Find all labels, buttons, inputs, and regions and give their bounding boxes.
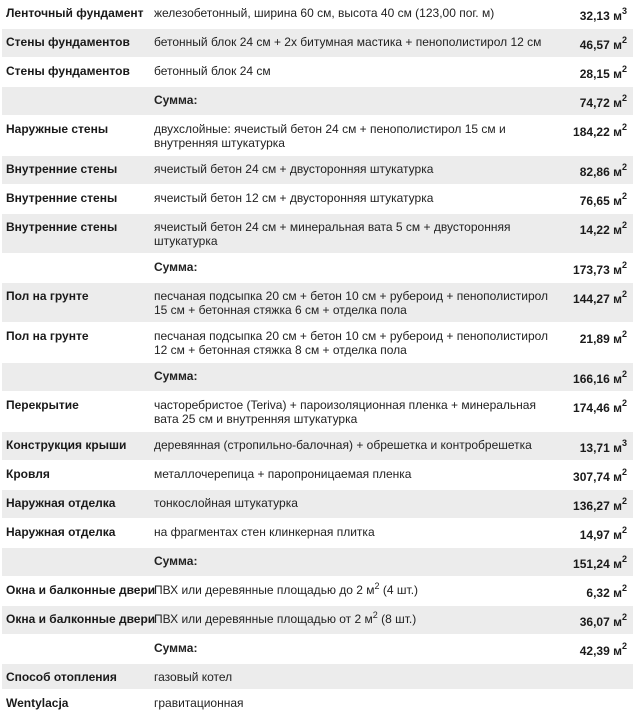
- element-description: [150, 0, 560, 29]
- element-name: [2, 635, 150, 664]
- element-name: Окна и балконные двери: [6, 612, 156, 626]
- description-text: песчаная подсыпка 20 см + бетон 10 см + рубероид + пенополистирол 15 см + бетонная стяжка 6 см + отделка пола: [154, 289, 549, 317]
- unit-exponent: 2: [621, 220, 627, 230]
- value-unit: м: [613, 67, 622, 81]
- unit-exponent: 2: [621, 122, 627, 132]
- unit-exponent: 2: [621, 641, 627, 651]
- value-number: 13,71: [579, 441, 610, 455]
- value-number: 174,46: [573, 401, 610, 415]
- sum-value: [560, 87, 633, 116]
- area-value: [560, 461, 633, 490]
- description-text: железобетонный, ширина 60 см, высота 40 см (123,00 пог. м): [154, 6, 495, 20]
- sum-label: [150, 635, 560, 664]
- sum-row: [2, 363, 633, 392]
- element-description: [150, 58, 560, 87]
- table-row: [2, 461, 633, 490]
- sum-value: [560, 363, 633, 392]
- unit-exponent: 2: [621, 525, 627, 535]
- table-row: [2, 214, 633, 254]
- unit-exponent: 2: [621, 35, 627, 45]
- element-description: [150, 116, 560, 156]
- area-value: [560, 519, 633, 548]
- element-description: [150, 664, 560, 690]
- value-unit: м: [613, 499, 622, 513]
- element-description: [150, 432, 560, 461]
- element-name: Способ отопления: [6, 670, 117, 684]
- table-row: [2, 323, 633, 363]
- description-text: ячеистый бетон 24 см + минеральная вата 5 см + двусторонняя штукатурка: [154, 220, 511, 248]
- area-value: [560, 185, 633, 214]
- unit-exponent: 2: [621, 554, 627, 564]
- area-value: [560, 156, 633, 185]
- area-value: [560, 214, 633, 254]
- value-unit: м: [613, 9, 622, 23]
- description-text: песчаная подсыпка 20 см + бетон 10 см + рубероид + пенополистирол 12 см + бетонная стяжка 8 см + отделка пола: [154, 329, 549, 357]
- area-value: [560, 577, 633, 606]
- area-value: [560, 392, 633, 432]
- value-number: 42,39: [579, 644, 610, 658]
- element-name: [2, 363, 150, 392]
- element-name: Пол на грунте: [6, 289, 89, 303]
- sum-value: [560, 548, 633, 577]
- value-number: 21,89: [579, 332, 610, 346]
- element-name: Стены фундаментов: [6, 35, 130, 49]
- value-number: 32,13: [579, 9, 610, 23]
- description-text: Сумма:: [154, 554, 198, 568]
- description-text: гравитационная: [154, 696, 244, 710]
- value-number: 6,32: [586, 586, 610, 600]
- materials-table: [2, 0, 633, 716]
- description-tail: (8 шт.): [377, 612, 417, 626]
- value-unit: м: [613, 470, 622, 484]
- sum-row: [2, 548, 633, 577]
- description-tail: (4 шт.): [379, 583, 419, 597]
- element-name: Внутренние стены: [6, 220, 118, 234]
- element-description: [150, 606, 560, 635]
- element-description: [150, 283, 560, 323]
- value-number: 151,24: [573, 557, 610, 571]
- value-number: 74,72: [579, 96, 610, 110]
- area-value: [560, 323, 633, 363]
- table-row: [2, 664, 633, 690]
- table-row: [2, 490, 633, 519]
- unit-exponent: 2: [621, 260, 627, 270]
- sum-row: [2, 254, 633, 283]
- value-unit: м: [613, 194, 622, 208]
- sum-label: [150, 87, 560, 116]
- value-unit: м: [613, 615, 622, 629]
- area-value: [560, 690, 633, 716]
- description-text: ПВХ или деревянные площадью от 2 м: [154, 612, 373, 626]
- element-name: [2, 254, 150, 283]
- value-unit: м: [613, 165, 622, 179]
- description-exponent: 2: [374, 581, 380, 591]
- table-row: [2, 690, 633, 716]
- element-name: Ленточный фундамент: [6, 6, 144, 20]
- area-value: [560, 606, 633, 635]
- value-number: 82,86: [579, 165, 610, 179]
- value-number: 14,22: [579, 223, 610, 237]
- element-name: Наружная отделка: [6, 525, 116, 539]
- table-row: [2, 283, 633, 323]
- value-unit: м: [613, 644, 622, 658]
- value-unit: м: [613, 38, 622, 52]
- area-value: [560, 58, 633, 87]
- value-number: 144,27: [573, 292, 610, 306]
- unit-exponent: 2: [621, 329, 627, 339]
- value-number: 14,97: [579, 528, 610, 542]
- description-text: двухслойные: ячеистый бетон 24 см + пенополистирол 15 см и внутренняя штукатурка: [154, 122, 506, 150]
- sum-label: [150, 363, 560, 392]
- table-row: [2, 606, 633, 635]
- unit-exponent: 2: [621, 467, 627, 477]
- value-unit: м: [613, 401, 622, 415]
- sum-label: [150, 254, 560, 283]
- description-text: ячеистый бетон 24 см + двусторонняя штукатурка: [154, 162, 434, 176]
- sum-value: [560, 254, 633, 283]
- description-exponent: 2: [372, 610, 378, 620]
- description-text: Сумма:: [154, 260, 198, 274]
- table-row: [2, 432, 633, 461]
- description-text: Сумма:: [154, 93, 198, 107]
- element-name: Наружные стены: [6, 122, 109, 136]
- element-name: Окна и балконные двери: [6, 583, 156, 597]
- unit-exponent: 3: [621, 438, 627, 448]
- element-name: Перекрытие: [6, 398, 79, 412]
- table-row: [2, 519, 633, 548]
- value-unit: м: [613, 96, 622, 110]
- area-value: [560, 116, 633, 156]
- element-description: [150, 185, 560, 214]
- table-row: [2, 392, 633, 432]
- value-unit: м: [613, 586, 622, 600]
- value-unit: м: [613, 528, 622, 542]
- table-row: [2, 116, 633, 156]
- element-name: [2, 548, 150, 577]
- value-number: 136,27: [573, 499, 610, 513]
- unit-exponent: 2: [621, 64, 627, 74]
- value-number: 173,73: [573, 263, 610, 277]
- unit-exponent: 2: [621, 191, 627, 201]
- materials-table-body: [2, 0, 633, 716]
- description-text: ячеистый бетон 12 см + двусторонняя штукатурка: [154, 191, 434, 205]
- value-unit: м: [613, 557, 622, 571]
- value-number: 184,22: [573, 125, 610, 139]
- description-text: газовый котел: [154, 670, 233, 684]
- value-number: 307,74: [573, 470, 610, 484]
- table-row: [2, 577, 633, 606]
- value-number: 36,07: [579, 615, 610, 629]
- value-number: 46,57: [579, 38, 610, 52]
- description-text: тонкослойная штукатурка: [154, 496, 298, 510]
- unit-exponent: 2: [621, 369, 627, 379]
- element-name: Пол на грунте: [6, 329, 89, 343]
- unit-exponent: 2: [621, 289, 627, 299]
- element-description: [150, 519, 560, 548]
- unit-exponent: 2: [621, 93, 627, 103]
- unit-exponent: 3: [621, 6, 627, 16]
- element-description: [150, 156, 560, 185]
- element-name: Кровля: [6, 467, 50, 481]
- description-text: бетонный блок 24 см + 2х битумная мастика + пенополистирол 12 см: [154, 35, 542, 49]
- value-number: 76,65: [579, 194, 610, 208]
- value-number: 166,16: [573, 372, 610, 386]
- element-name: Стены фундаментов: [6, 64, 130, 78]
- element-description: [150, 461, 560, 490]
- value-unit: м: [613, 332, 622, 346]
- element-name: Wentylacja: [6, 696, 69, 710]
- description-text: деревянная (стропильно-балочная) + обрешетка и контробрешетка: [154, 438, 532, 452]
- element-description: [150, 690, 560, 716]
- value-number: 28,15: [579, 67, 610, 81]
- table-row: [2, 58, 633, 87]
- area-value: [560, 490, 633, 519]
- area-value: [560, 283, 633, 323]
- description-text: Сумма:: [154, 641, 198, 655]
- table-row: [2, 156, 633, 185]
- area-value: [560, 0, 633, 29]
- unit-exponent: 2: [621, 398, 627, 408]
- element-description: [150, 29, 560, 58]
- description-text: на фрагментах стен клинкерная плитка: [154, 525, 375, 539]
- area-value: [560, 432, 633, 461]
- element-name: Внутренние стены: [6, 191, 118, 205]
- sum-row: [2, 87, 633, 116]
- table-row: [2, 0, 633, 29]
- element-description: [150, 214, 560, 254]
- unit-exponent: 2: [621, 612, 627, 622]
- description-text: металлочерепица + паропроницаемая пленка: [154, 467, 412, 481]
- value-unit: м: [613, 441, 622, 455]
- value-unit: м: [613, 223, 622, 237]
- unit-exponent: 2: [621, 162, 627, 172]
- area-value: [560, 29, 633, 58]
- unit-exponent: 2: [621, 583, 627, 593]
- value-unit: м: [613, 292, 622, 306]
- unit-exponent: 2: [621, 496, 627, 506]
- element-description: [150, 490, 560, 519]
- area-value: [560, 664, 633, 690]
- element-description: [150, 392, 560, 432]
- description-text: ПВХ или деревянные площадью до 2 м: [154, 583, 375, 597]
- element-description: [150, 577, 560, 606]
- value-unit: м: [613, 125, 622, 139]
- table-row: [2, 29, 633, 58]
- value-unit: м: [613, 263, 622, 277]
- element-description: [150, 323, 560, 363]
- sum-label: [150, 548, 560, 577]
- element-name: [2, 87, 150, 116]
- element-name: Внутренние стены: [6, 162, 118, 176]
- description-text: Сумма:: [154, 369, 198, 383]
- description-text: часторебристое (Teriva) + пароизоляционная пленка + минеральная вата 25 см и внутренняя штукатурка: [154, 398, 536, 426]
- table-row: [2, 185, 633, 214]
- value-unit: м: [613, 372, 622, 386]
- element-name: Наружная отделка: [6, 496, 116, 510]
- description-text: бетонный блок 24 см: [154, 64, 271, 78]
- sum-value: [560, 635, 633, 664]
- sum-row: [2, 635, 633, 664]
- element-name: Конструкция крыши: [6, 438, 127, 452]
